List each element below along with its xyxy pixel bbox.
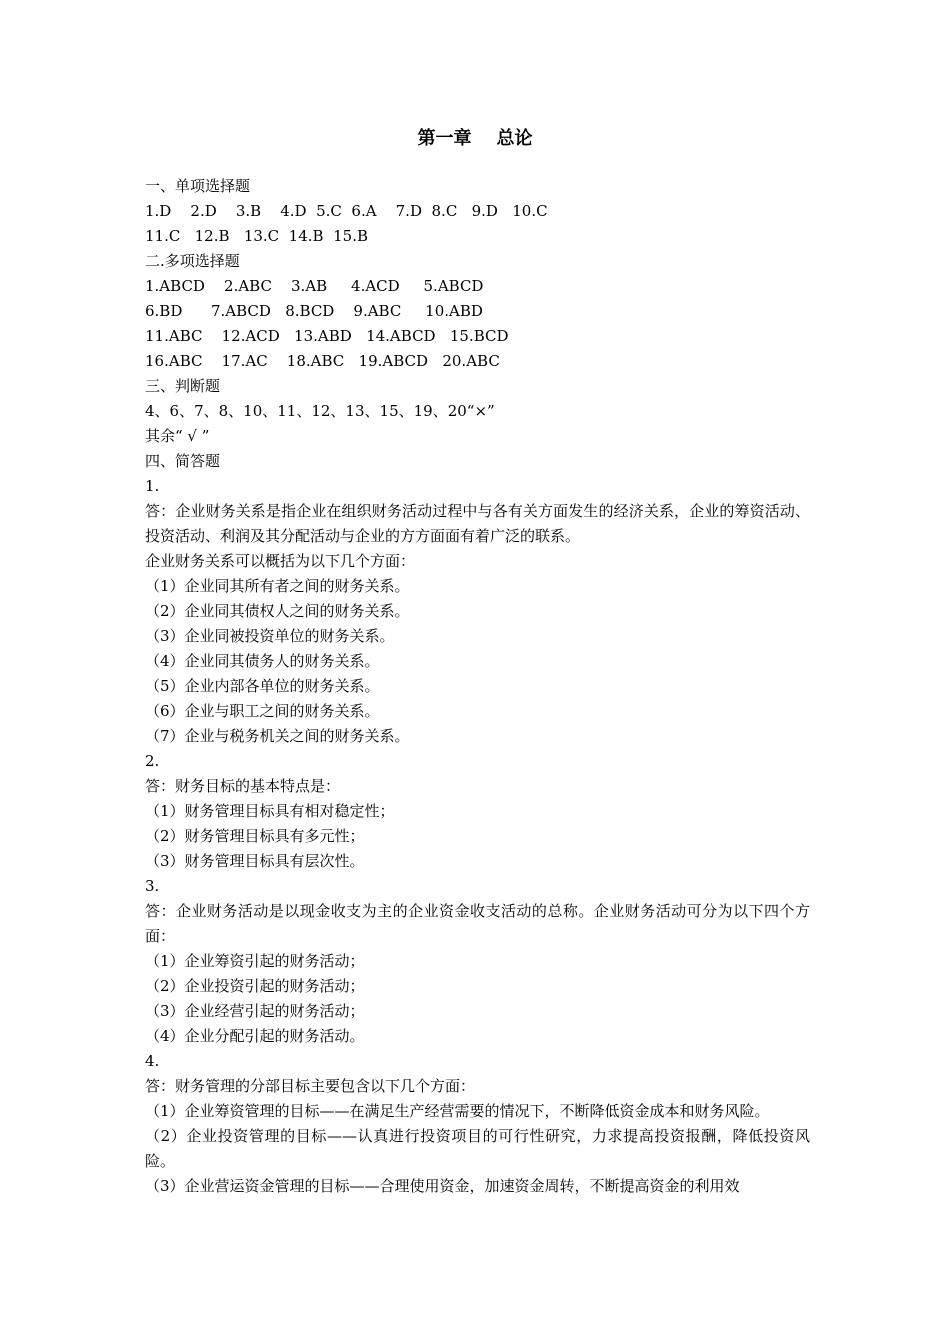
chapter-title: 第一章 总论 xyxy=(417,128,533,149)
list-item: （3）企业营运资金管理的目标——合理使用资金，加速资金周转，不断提高资金的利用效 xyxy=(145,1177,740,1195)
section-heading-single-choice: 一、单项选择题 xyxy=(145,177,251,195)
single-choice-answers-line-2: 11.C 12.B 13.C 14.B 15.B xyxy=(145,227,368,245)
answer-paragraph: 答：企业财务活动是以现金收支为主的企业资金收支活动的总称。企业财务活动可分为以下四个方面： xyxy=(145,902,810,945)
multiple-choice-answers-line-3: 11.ABC 12.ACD 13.ABD 14.ABCD 15.BCD xyxy=(145,327,509,345)
single-choice-answers-line-1: 1.D 2.D 3.B 4.D 5.C 6.A 7.D 8.C 9.D 10.C xyxy=(145,202,548,220)
list-item: （2）企业投资管理的目标——认真进行投资项目的可行性研究，力求提高投资报酬，降低投资风险。 xyxy=(145,1127,810,1170)
true-false-answers-line-1: 4、6、7、8、10、11、12、13、15、19、20“×” xyxy=(145,402,495,420)
section-heading-multiple-choice: 二.多项选择题 xyxy=(145,252,240,270)
list-item: （1）财务管理目标具有相对稳定性； xyxy=(145,802,395,820)
list-item: （2）财务管理目标具有多元性； xyxy=(145,827,365,845)
multiple-choice-answers-line-4: 16.ABC 17.AC 18.ABC 19.ABCD 20.ABC xyxy=(145,352,500,370)
list-item: （3）企业经营引起的财务活动； xyxy=(145,1002,365,1020)
answer-intro: 企业财务关系可以概括为以下几个方面： xyxy=(145,552,416,570)
list-item: （5）企业内部各单位的财务关系。 xyxy=(145,677,380,695)
answer-paragraph: 答：企业财务关系是指企业在组织财务活动过程中与各有关方面发生的经济关系，企业的筹资活动、投资活动、利润及其分配活动与企业的方方面面有着广泛的联系。 xyxy=(145,502,810,545)
list-item: （6）企业与职工之间的财务关系。 xyxy=(145,702,380,720)
section-heading-short-answer: 四、简答题 xyxy=(145,452,221,470)
multiple-choice-answers-line-2: 6.BD 7.ABCD 8.BCD 9.ABC 10.ABD xyxy=(145,302,483,320)
question-number: 4. xyxy=(145,1052,160,1070)
question-number: 2. xyxy=(145,752,160,770)
list-item: （3）财务管理目标具有层次性。 xyxy=(145,852,365,870)
answer-paragraph: 答：财务目标的基本特点是： xyxy=(145,777,341,795)
list-item: （2）企业同其债权人之间的财务关系。 xyxy=(145,602,410,620)
document-body xyxy=(145,174,810,1199)
list-item: （1）企业筹资管理的目标——在满足生产经营需要的情况下，不断降低资金成本和财务风险。 xyxy=(145,1102,770,1120)
section-heading-true-false: 三、判断题 xyxy=(145,377,221,395)
list-item: （3）企业同被投资单位的财务关系。 xyxy=(145,627,395,645)
list-item: （2）企业投资引起的财务活动； xyxy=(145,977,365,995)
list-item: （1）企业筹资引起的财务活动； xyxy=(145,952,365,970)
list-item: （1）企业同其所有者之间的财务关系。 xyxy=(145,577,410,595)
multiple-choice-answers-line-1: 1.ABCD 2.ABC 3.AB 4.ACD 5.ABCD xyxy=(145,277,484,295)
true-false-answers-line-2: 其余“ √ ” xyxy=(145,427,210,445)
list-item: （4）企业同其债务人的财务关系。 xyxy=(145,652,380,670)
answer-paragraph: 答：财务管理的分部目标主要包含以下几个方面： xyxy=(145,1077,476,1095)
question-number: 1. xyxy=(145,477,160,495)
list-item: （4）企业分配引起的财务活动。 xyxy=(145,1027,365,1045)
question-number: 3. xyxy=(145,877,160,895)
list-item: （7）企业与税务机关之间的财务关系。 xyxy=(145,727,410,745)
